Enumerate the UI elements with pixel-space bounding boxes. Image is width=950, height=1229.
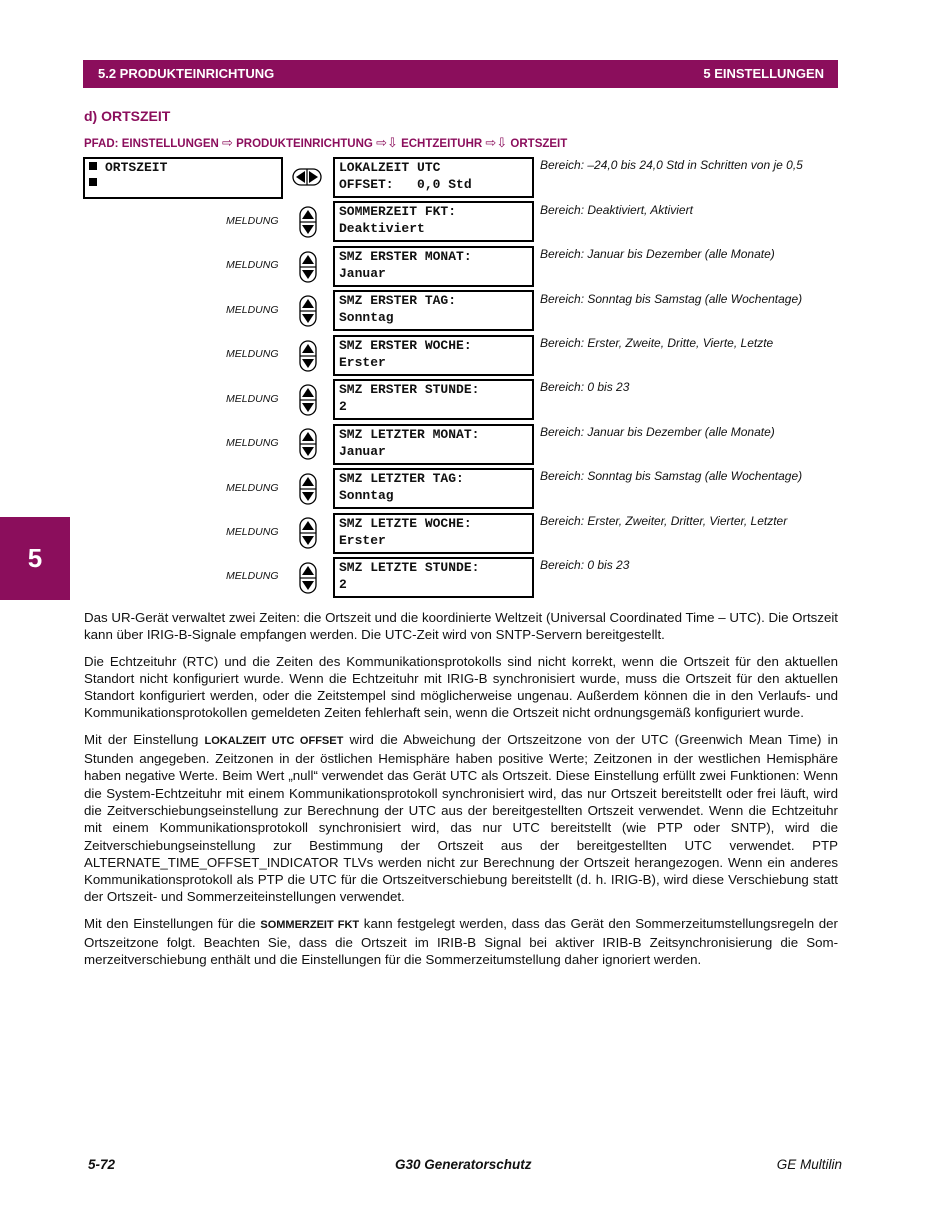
body-text xyxy=(84,609,838,978)
lcd-smz-erster-tag xyxy=(333,290,534,331)
range-text: Bereich: Sonntag bis Samstag (alle Wochentage) xyxy=(540,469,803,483)
range-text: Bereich: Januar bis Dezember (alle Monate) xyxy=(540,247,775,261)
company-name: GE Multilin xyxy=(776,1157,842,1172)
lcd-line2: Sonntag xyxy=(339,309,394,325)
section-header-right: 5 EINSTELLUNGEN xyxy=(703,66,824,81)
section-header-left: 5.2 PRODUKTEINRICHTUNG xyxy=(98,66,275,81)
arrow-right-down-icon: ⇨⇩ xyxy=(485,135,508,150)
lcd-smz-letzter-monat xyxy=(333,424,534,465)
lcd-line2: Januar xyxy=(339,265,386,281)
range-text: Bereich: –24,0 bis 24,0 Std in Schritten von je 0,5 xyxy=(540,158,803,172)
range-text: Bereich: Erster, Zweite, Dritte, Vierte, Letzte xyxy=(540,336,774,350)
text-run: wird die Abweichung der Ortszeitzone von der UTC (Greenwich Mean Time) in Stunden angegeben. Zeitzonen in der östlichen Hemisphäre haben positive Werte; Zeitzonen in der westlichen Hemisphäre haben negative Werte. Beim Wert „null“ verwendet das Gerät UTC als Ortszeit. Diese Einstellung erfüllt zwei Funktionen: Wenn die System-Echtzeituhr mit einem Kommunikationsprotokoll synchronisiert wird, das nur Ortszeit bereitstellt oder frei läuft, wird die Zeitverschiebungseinstellung zur Berechnung der UTC aus der bereitgestellten Ortszeit verwendet. Wenn die Echtzeituhr mit einem Kommunikationsprotokoll synchronisiert wird, das nur UTC bereitstellt (wie PTP oder SNTP), wird die Zeitverschiebungseinstellung zur Bestimmung der Ortszeit aus der bereitgestellten UTC verwendet. PTP ALTERNATE_TIME_OFFSET_INDICATOR TLVs werden nicht zur Berechnung der Ortszeit herangezogen. Wenn ein anderes Kommunikationsprotokoll als PTP die UTC für die Ortszeitverschiebung bereitstellt (d. h. IRIG-B), wird diese Verschiebung statt der Ortszeit- und Sommerzeiteinstellungen verwendet. xyxy=(84,731,838,905)
up-down-arrows-icon xyxy=(299,428,317,460)
up-down-arrows-icon xyxy=(299,295,317,327)
section-header-bar xyxy=(83,60,838,88)
lcd-line1: SMZ LETZTE STUNDE: xyxy=(339,560,480,575)
left-right-arrows-icon xyxy=(292,168,322,186)
lcd-smz-letzte-stunde xyxy=(333,557,534,598)
lcd-line2: Januar xyxy=(339,443,386,459)
lcd-line2: Erster xyxy=(339,354,386,370)
range-text: Bereich: 0 bis 23 xyxy=(540,380,630,394)
lcd-smz-erster-stunde xyxy=(333,379,534,420)
text-run: Mit der Einstellung xyxy=(84,731,205,747)
lcd-line1: SMZ LETZTE WOCHE: xyxy=(339,516,472,531)
paragraph-3 xyxy=(84,731,838,906)
message-label: MELDUNG xyxy=(226,482,279,494)
lcd-line2: OFFSET: 0,0 Std xyxy=(339,176,472,192)
message-label: MELDUNG xyxy=(226,215,279,227)
path-item-einstellungen: EINSTELLUNGEN xyxy=(121,138,219,150)
paragraph-2: Die Echtzeituhr (RTC) und die Zeiten des Kommunikationsprotokolls sind nicht korrekt, wenn die Ortszeit für den aktuellen Standort nicht konfiguriert wurde. Wenn die Echtzeituhr mit IRIG-B synchronisiert wurde, muss die Ortszeit für den aktuellen Standort konfiguriert werden, oder die Zeitstempel sind möglicherweise ungenau. Außerdem können die in den Verlaufs- und Kommunikationsprotokollen gemeldeten Zeiten fehlerhaft sein, wenn die Ortszeit nicht ordnungsgemäß konfiguriert wurde. xyxy=(84,653,838,721)
lcd-line2: Erster xyxy=(339,532,386,548)
path-item-echtzeituhr: ECHTZEITUHR xyxy=(401,138,483,150)
chapter-tab: 5 xyxy=(0,517,70,600)
range-text: Bereich: Deaktiviert, Aktiviert xyxy=(540,203,693,217)
setting-keyword: SOMMERZEIT FKT xyxy=(260,918,360,931)
path-item-produkteinrichtung: PRODUKTEINRICHTUNG xyxy=(236,138,373,150)
up-down-arrows-icon xyxy=(299,251,317,283)
lcd-smz-letzte-woche xyxy=(333,513,534,554)
section-title: d) ORTSZEIT xyxy=(84,108,171,124)
lcd-line2: 2 xyxy=(339,398,347,414)
up-down-arrows-icon xyxy=(299,340,317,372)
lcd-line1: SMZ LETZTER MONAT: xyxy=(339,427,480,442)
square-bullet-icon xyxy=(89,162,97,170)
arrow-right-down-icon: ⇨⇩ xyxy=(376,135,398,150)
path-label: PFAD: xyxy=(84,138,119,150)
text-run: kann festgelegt werden, dass das Gerät den Sommerzeitumstellungsregeln der Ortszeitzone folgt. Beachten Sie, dass die Ortszeit im IRIB-B Signal bei aktiver IRIB-B Zeitsynchronisierung die Sommerzeitverschiebung enthält und die Einstellungen für die Sommerzeitumstellung daher ignoriert werden. xyxy=(84,915,838,968)
up-down-arrows-icon xyxy=(299,384,317,416)
message-label: MELDUNG xyxy=(226,437,279,449)
text-run: Mit den Einstellungen für die xyxy=(84,915,261,931)
lcd-line2: 2 xyxy=(339,576,347,592)
up-down-arrows-icon xyxy=(299,562,317,594)
range-text: Bereich: 0 bis 23 xyxy=(540,558,630,572)
paragraph-4 xyxy=(84,915,838,969)
menu-path xyxy=(84,135,567,151)
range-text: Bereich: Erster, Zweiter, Dritter, Vierter, Letzter xyxy=(540,514,788,528)
arrow-right-icon: ⇨ xyxy=(222,135,233,150)
up-down-arrows-icon xyxy=(299,206,317,238)
square-bullet-icon xyxy=(89,178,97,186)
product-name: G30 Generatorschutz xyxy=(395,1157,532,1172)
lcd-lokalzeit-utc-offset xyxy=(333,157,534,198)
lcd-line1: SMZ ERSTER WOCHE: xyxy=(339,338,472,353)
message-label: MELDUNG xyxy=(226,526,279,538)
lcd-line1: SMZ ERSTER MONAT: xyxy=(339,249,472,264)
range-text: Bereich: Januar bis Dezember (alle Monate) xyxy=(540,425,775,439)
page-number: 5-72 xyxy=(88,1157,116,1172)
lcd-smz-erster-monat xyxy=(333,246,534,287)
lcd-smz-erster-woche xyxy=(333,335,534,376)
message-label: MELDUNG xyxy=(226,348,279,360)
lcd-line1: SMZ LETZTER TAG: xyxy=(339,471,464,486)
lcd-line1: LOKALZEIT UTC xyxy=(339,160,441,175)
lcd-line1: SMZ ERSTER TAG: xyxy=(339,293,457,308)
message-label: MELDUNG xyxy=(226,304,279,316)
lcd-line2: Deaktiviert xyxy=(339,220,425,236)
lcd-line1: SMZ ERSTER STUNDE: xyxy=(339,382,480,397)
message-label: MELDUNG xyxy=(226,259,279,271)
lcd-sommerzeit-fkt xyxy=(333,201,534,242)
root-menu-box xyxy=(83,157,283,199)
up-down-arrows-icon xyxy=(299,473,317,505)
lcd-line2: Sonntag xyxy=(339,487,394,503)
paragraph-1: Das UR-Gerät verwaltet zwei Zeiten: die Ortszeit und die koordinierte Weltzeit (Universal Coordinated Time – UTC). Die Ortszeit kann über IRIG-B-Signale empfangen werden. Die UTC-Zeit wird von SNTP-Servern bereitgestellt. xyxy=(84,610,838,643)
root-menu-label: ORTSZEIT xyxy=(105,160,168,175)
setting-keyword: LOKALZEIT UTC OFFSET xyxy=(204,734,344,747)
path-item-ortszeit: ORTSZEIT xyxy=(510,138,568,150)
range-text: Bereich: Sonntag bis Samstag (alle Wochentage) xyxy=(540,292,803,306)
message-label: MELDUNG xyxy=(226,570,279,582)
lcd-line1: SOMMERZEIT FKT: xyxy=(339,204,457,219)
lcd-smz-letzter-tag xyxy=(333,468,534,509)
up-down-arrows-icon xyxy=(299,517,317,549)
message-label: MELDUNG xyxy=(226,393,279,405)
